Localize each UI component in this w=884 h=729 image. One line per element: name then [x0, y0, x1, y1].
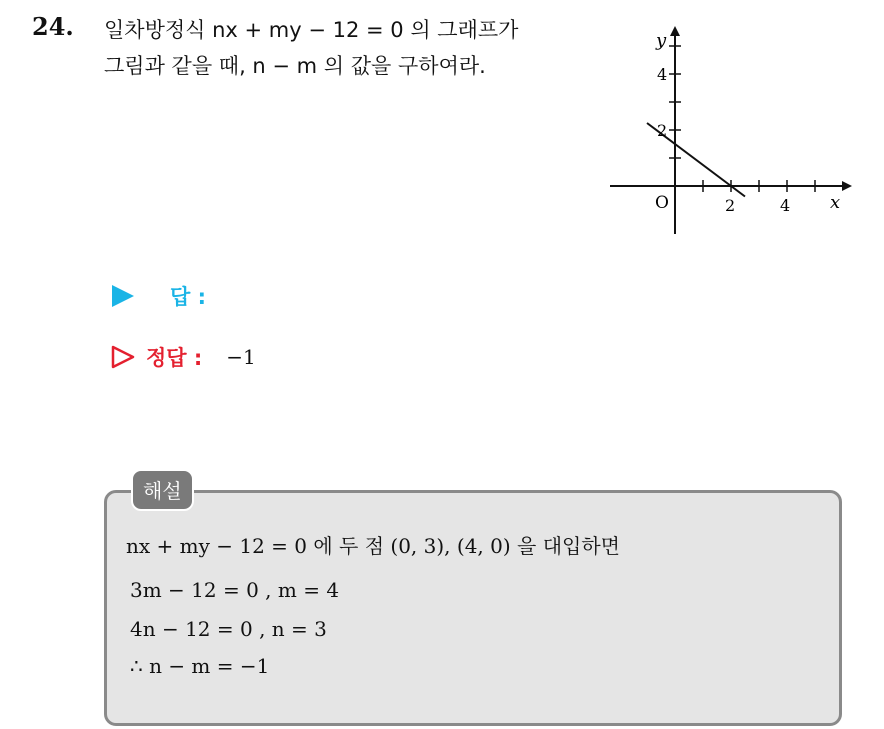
y-tick-label-4: 4: [657, 65, 668, 84]
outline-triangle-icon: [110, 344, 136, 370]
answer-label: 답 :: [170, 285, 206, 309]
solution-tab: 해설: [131, 469, 194, 511]
question-number: 24.: [32, 12, 74, 41]
question-line-2: 그림과 같을 때, n − m 의 값을 구하여라.: [104, 54, 486, 78]
origin-label: O: [655, 193, 669, 213]
correct-answer-value: −1: [226, 345, 256, 369]
y-axis-label: y: [656, 30, 667, 51]
linear-graph: [600, 22, 860, 237]
y-tick-label-2: 2: [657, 121, 668, 140]
answer-row: [110, 281, 206, 311]
filled-triangle-icon: [110, 283, 136, 309]
solution-box: [104, 490, 842, 726]
question-text: [104, 12, 594, 84]
x-tick-label-4: 4: [780, 196, 791, 215]
x-axis-label: x: [830, 192, 841, 213]
solution-line-3: 4n − 12 = 0 , n = 3: [130, 617, 327, 641]
solution-line-4: ∴ n − m = −1: [130, 654, 270, 678]
solution-line-2: 3m − 12 = 0 , m = 4: [130, 578, 340, 602]
solution-line-1: nx + my − 12 = 0 에 두 점 (0, 3), (4, 0) 을 대입하면: [126, 534, 620, 558]
question-line-1: 일차방정식 nx + my − 12 = 0 의 그래프가: [104, 18, 519, 42]
x-tick-label-2: 2: [725, 196, 736, 215]
correct-answer-row: [110, 342, 256, 372]
correct-answer-label: 정답 :: [146, 346, 203, 370]
